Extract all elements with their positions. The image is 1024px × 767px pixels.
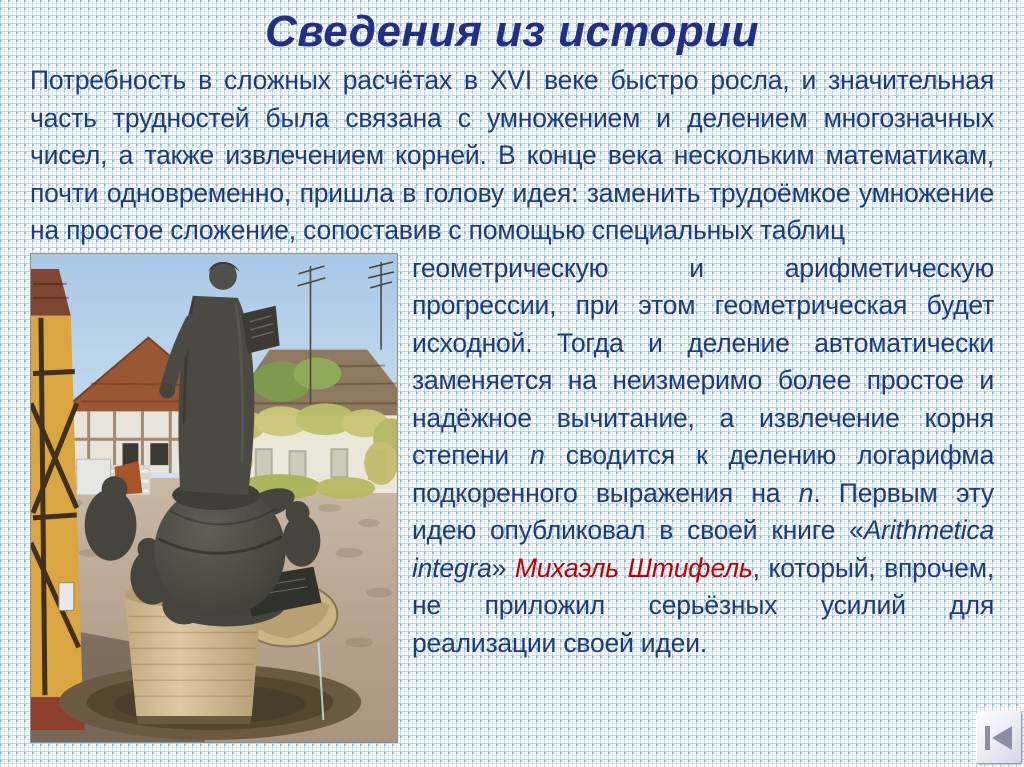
text-segment-normal: сводится к делению логарифма подкоренного выражения на (412, 440, 994, 508)
paragraph-wrap-section (30, 250, 994, 663)
text-segment-normal: . Первым эту идею опубликовал в своей книге « (412, 477, 994, 545)
text-segment-normal: геометрическую и арифметическую прогрессии, при этом геометрическая будет исходной. Тогда и деление автоматически заменяется на неизмеримо более простое и надёжное вычитание, а извлечение корня степени (412, 252, 994, 470)
text-segment-normal: » (491, 552, 515, 583)
photo-illustration (31, 254, 397, 742)
slide-body (30, 62, 994, 662)
stifel-fountain-photo (30, 253, 398, 743)
text-segment-normal: , который, впрочем, не приложил серьёзных усилий для реализации своей идеи. (412, 552, 994, 658)
text-segment-italic: Arithmetica integra (412, 515, 994, 583)
slide-title: Сведения из истории (265, 7, 759, 56)
go-to-start-button[interactable] (976, 711, 1022, 764)
go-to-start-icon (983, 723, 1015, 753)
text-segment-red-italic: Михаэль Штифель (514, 552, 753, 583)
text-segment-italic: n (798, 477, 814, 508)
paragraph-top: Потребность в сложных расчётах в XVI веке быстро росла, и значительная часть трудностей была связана с умножением и делением многозначных чисел, а также извлечением корней. В конце века нескольким математикам, почти одновременно, пришла в голову идея: заменить трудоёмкое умножение на простое сложение, сопоставив с помощью специальных таблиц (30, 65, 994, 245)
text-segment-italic: n (530, 440, 545, 470)
